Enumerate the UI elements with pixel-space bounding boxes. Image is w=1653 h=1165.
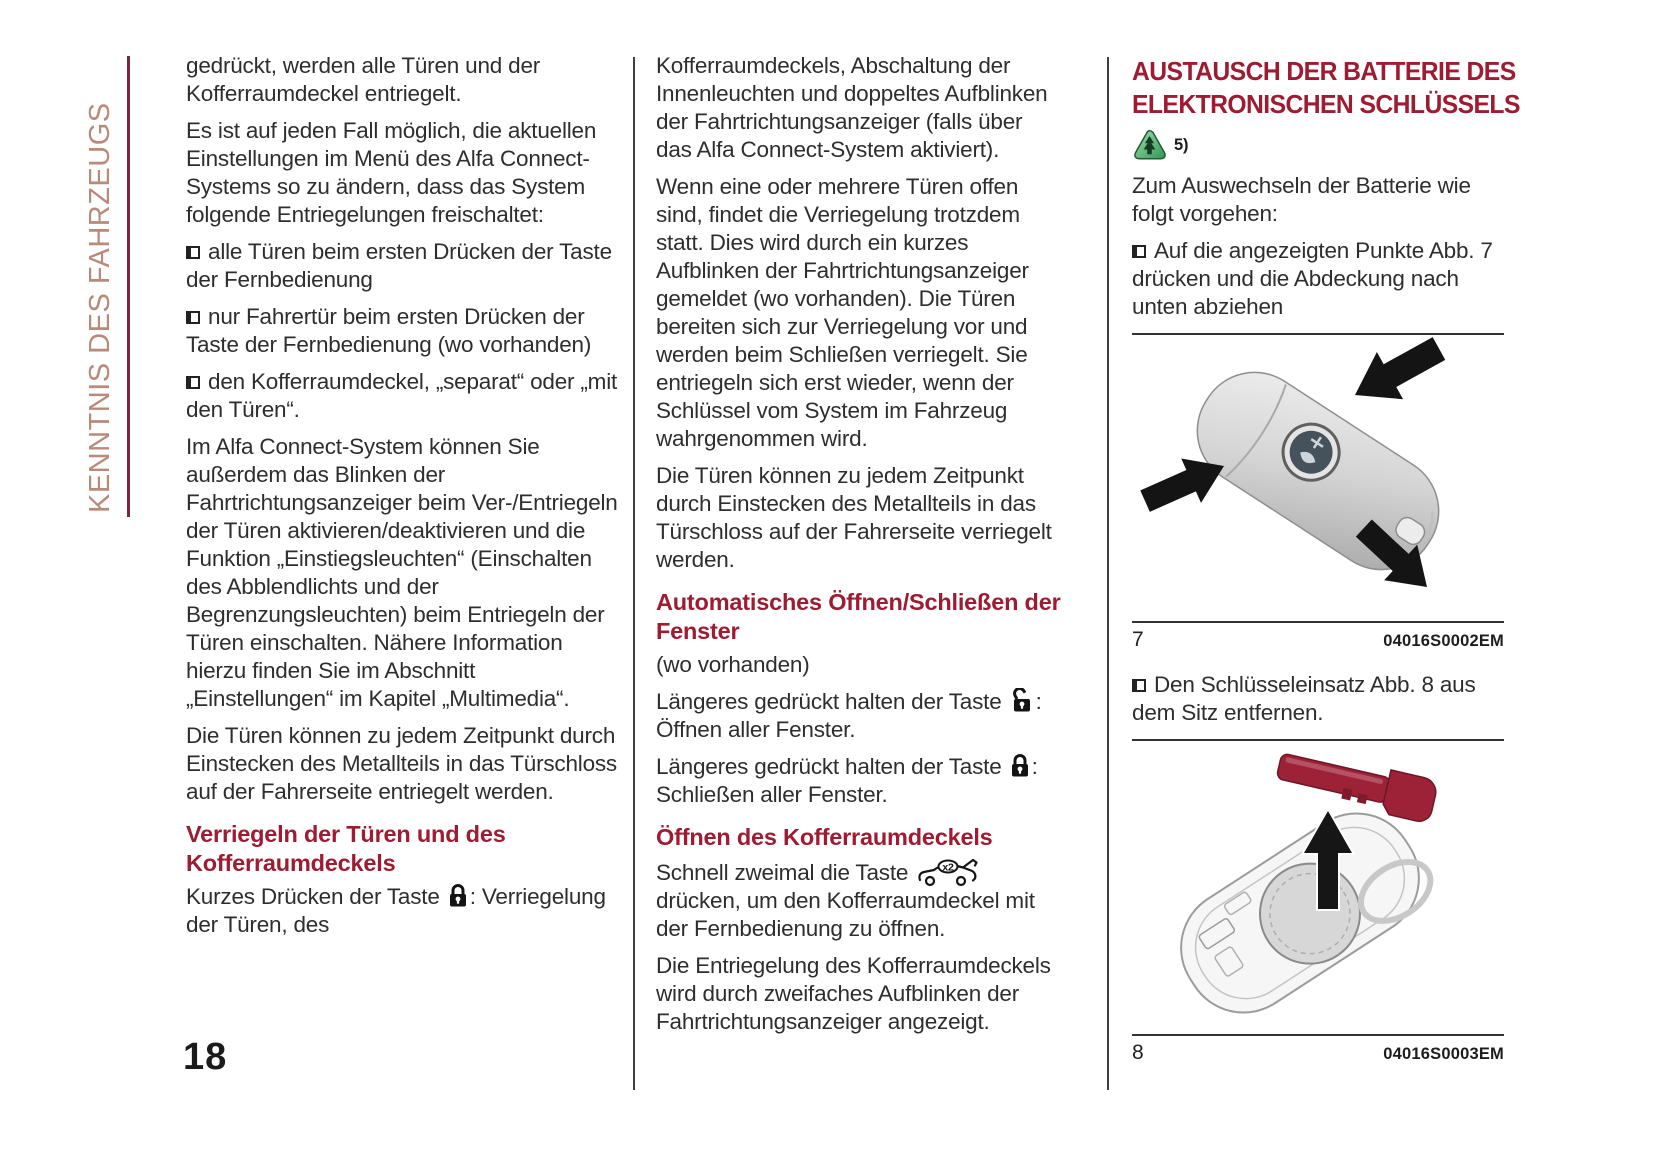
paragraph: Wenn eine oder mehrere Türen offen sind, findet die Verriegelung trotzdem statt. Dies wird durch ein kurzes Aufblinken der Fahrtrichtungsanzeiger gemeldet (wo vorhanden). Die Türen bereiten sich zur Verriegelung vor und werden beim Schließen verriegelt. Sie entriegeln sich erst wieder, wenn der Schlüssel vom System im Fahrzeug wahrgenommen wird. [656, 174, 1029, 451]
paragraph: Im Alfa Connect-System können Sie außerdem das Blinken der Fahrtrichtungsanzeiger beim Ver-/Entriegeln der Türen aktivieren/deaktivieren und die Funktion „Einstiegsleuchten“ (Einschalten des Abblendlichts und der Begrenzungsleuchten) beim Entriegeln der Türen einschalten. Nähere Information hierzu finden Sie im Abschnitt „Einstellungen“ im Kapitel „Multimedia“. [186, 434, 618, 711]
bullet-text: nur Fahrertür beim ersten Drücken der Taste der Fernbedienung (wo vorhanden) [186, 304, 592, 357]
column-divider [1107, 57, 1109, 1090]
bullet-item [1132, 671, 1504, 727]
bullet-item [186, 303, 622, 359]
square-bullet-icon [186, 376, 200, 389]
text-column-1 [186, 52, 622, 948]
column-divider [633, 57, 635, 1090]
sidebar-divider-line [127, 56, 130, 517]
svg-text:x2: x2 [942, 861, 954, 874]
text-before-icon: Schnell zweimal die Taste [656, 860, 915, 885]
paragraph-with-icon [656, 753, 1064, 809]
bullet-text: alle Türen beim ersten Drücken der Taste der Fernbedienung [186, 239, 612, 292]
text-column-3 [1132, 55, 1520, 1084]
figure-caption [1132, 1039, 1504, 1068]
paragraph: Die Türen können zu jedem Zeitpunkt durch Einstecken des Metallteils in das Türschloss auf der Fahrerseite verriegelt werden. [656, 463, 1052, 572]
bullet-item [1132, 237, 1504, 321]
key-blade-removal-illustration [1132, 741, 1504, 1020]
paragraph: Zum Auswechseln der Batterie wie folgt vorgehen: [1132, 173, 1471, 226]
text-column-2 [656, 52, 1064, 1045]
text-after-icon: : Öffnen aller Fenster. [656, 689, 1042, 742]
figure-caption [1132, 626, 1504, 655]
square-bullet-icon [1132, 679, 1146, 692]
eco-note-row [1132, 129, 1504, 160]
figure-number: 7 [1132, 628, 1144, 651]
bullet-text: Den Schlüsseleinsatz Abb. 8 aus dem Sitz entfernen. [1132, 672, 1476, 725]
bullet-item [186, 238, 622, 294]
red-key-blade [1274, 745, 1439, 824]
lock-open-icon [1010, 688, 1034, 713]
figure-8 [1132, 739, 1504, 1068]
heading-line: ELEKTRONISCHEN SCHLÜSSELS [1132, 89, 1520, 119]
section-heading: Verriegeln der Türen und des Kofferraumdeckels [186, 821, 506, 876]
text-before-icon: Längeres gedrückt halten der Taste [656, 689, 1008, 714]
lock-closed-icon [1010, 753, 1030, 778]
square-bullet-icon [186, 246, 200, 259]
text-before-icon: Kurzes Drücken der Taste [186, 884, 446, 909]
square-bullet-icon [1132, 245, 1146, 258]
paragraph-with-icon [656, 857, 1064, 943]
bullet-item [186, 368, 622, 424]
lock-closed-icon [448, 883, 468, 908]
paragraph: Die Entriegelung des Kofferraumdeckels wird durch zweifaches Aufblinken der Fahrtrichtungsanzeiger angezeigt. [656, 953, 1051, 1034]
recycling-triangle-tree-icon [1132, 129, 1167, 160]
figure-7 [1132, 333, 1504, 655]
text-after-icon: : Schließen aller Fenster. [656, 754, 1038, 807]
main-section-heading [1132, 55, 1520, 121]
chapter-sidebar-label: KENNTNIS DES FAHRZEUGS [84, 102, 116, 513]
paragraph: (wo vorhanden) [656, 652, 810, 677]
paragraph-with-icon [186, 883, 622, 939]
heading-line: AUSTAUSCH DER BATTERIE DES [1132, 56, 1516, 86]
text-after-icon: : Verriegelung der Türen, des [186, 884, 606, 937]
footnote-reference: 5) [1174, 135, 1189, 154]
text-before-icon: Längeres gedrückt halten der Taste [656, 754, 1008, 779]
bullet-text: Auf die angezeigten Punkte Abb. 7 drücken und die Abdeckung nach unten abziehen [1132, 238, 1493, 319]
figure-8-image [1132, 739, 1504, 1036]
paragraph-with-icon [656, 688, 1064, 744]
figure-7-image [1132, 333, 1504, 623]
paragraph: Die Türen können zu jedem Zeitpunkt durch Einstecken des Metallteils in das Türschloss auf der Fahrerseite entriegelt werden. [186, 723, 617, 804]
car-double-press-x2-icon [917, 857, 979, 887]
figure-code: 04016S0003EM [1383, 1045, 1504, 1063]
paragraph: Es ist auf jeden Fall möglich, die aktuellen Einstellungen im Menü des Alfa Connect-Systems so zu ändern, dass das System folgende Entriegelungen freischaltet: [186, 118, 597, 227]
section-heading: Automatisches Öffnen/Schließen der Fenster [656, 589, 1061, 644]
figure-number: 8 [1132, 1041, 1144, 1064]
text-after-icon: drücken, um den Kofferraumdeckel mit der Fernbedienung zu öffnen. [656, 888, 1035, 941]
key-fob-cover-removal-illustration [1132, 335, 1504, 607]
paragraph: Kofferraumdeckels, Abschaltung der Innenleuchten und doppeltes Aufblinken der Fahrtrichtungsanzeiger (falls über das Alfa Connect-System aktiviert). [656, 53, 1048, 162]
bullet-text: den Kofferraumdeckel, „separat“ oder „mit den Türen“. [186, 369, 618, 422]
section-heading: Öffnen des Kofferraumdeckels [656, 824, 993, 850]
key-fob-shell [1159, 790, 1443, 1020]
figure-code: 04016S0002EM [1383, 632, 1504, 650]
paragraph: gedrückt, werden alle Türen und der Kofferraumdeckel entriegelt. [186, 53, 541, 106]
square-bullet-icon [186, 311, 200, 324]
page-number: 18 [183, 1036, 228, 1078]
